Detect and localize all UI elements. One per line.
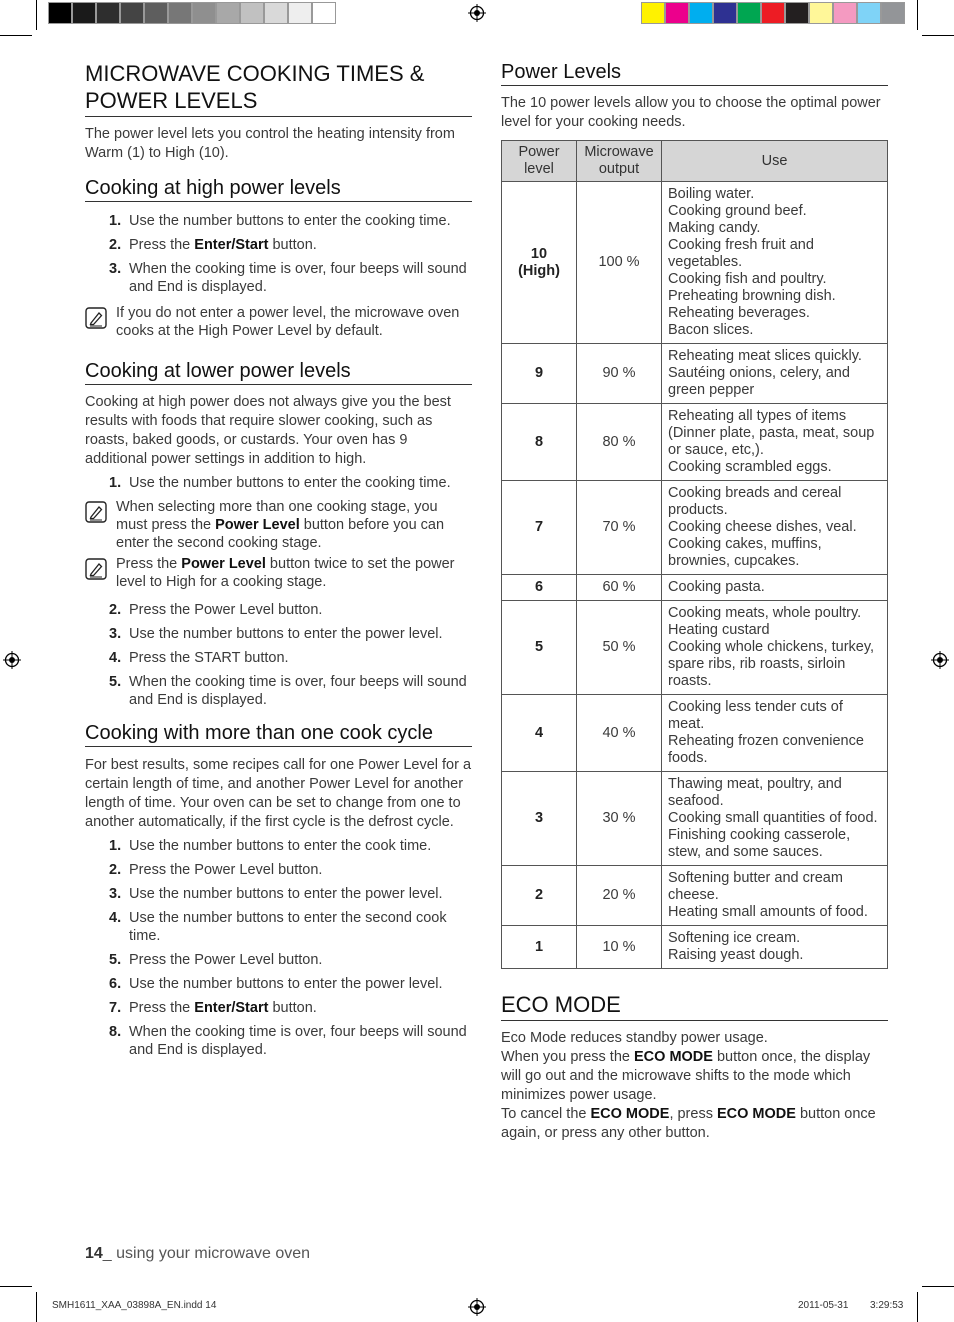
- lower-power-step-1: [85, 474, 472, 492]
- color-swatch: [288, 2, 312, 24]
- registration-mark-icon: [3, 651, 21, 669]
- note-icon: [85, 558, 107, 580]
- power-level-cell: 7: [502, 481, 577, 575]
- output-cell: 50 %: [577, 601, 662, 695]
- power-level-cell: 4: [502, 695, 577, 772]
- multi-cycle-steps: [85, 837, 472, 1059]
- table-row: [502, 481, 888, 575]
- color-swatch: [96, 2, 120, 24]
- list-item: 5. Press the Power Level button.: [109, 952, 323, 968]
- registration-mark-icon: [931, 651, 949, 669]
- crop-mark: [0, 35, 32, 36]
- note-icon: [85, 307, 107, 329]
- color-swatch: [785, 2, 809, 24]
- use-cell: Boiling water. Cooking ground beef. Making candy. Cooking fresh fruit and vegetables. Cooking fish and poultry. Preheating browning dish. Reheating beverages. Bacon slices.: [662, 182, 888, 344]
- lower-power-steps: [85, 601, 472, 709]
- table-row: [502, 601, 888, 695]
- lower-power-heading: Cooking at lower power levels: [85, 359, 472, 385]
- power-level-cell: 2: [502, 866, 577, 926]
- color-swatch: [144, 2, 168, 24]
- slug-time: 3:29:53: [870, 1300, 904, 1311]
- slug-file: SMH1611_XAA_03898A_EN.indd 14: [52, 1300, 217, 1311]
- table-row: [502, 772, 888, 866]
- color-swatch: [641, 2, 665, 24]
- intro-text: The power level lets you control the heating intensity from Warm (1) to High (10).: [85, 126, 455, 161]
- output-cell: 100 %: [577, 182, 662, 344]
- list-item: 4. Use the number buttons to enter the second cook time.: [109, 910, 447, 944]
- note-power-twice: Press the Power Level button twice to set the power level to High for a cooking stage.: [85, 555, 472, 591]
- use-cell: Reheating all types of items (Dinner plate, pasta, meat, soup or sauce, etc,). Cooking scrambled eggs.: [662, 404, 888, 481]
- color-swatch: [761, 2, 785, 24]
- right-column: [501, 60, 888, 1143]
- multi-cycle-heading: Cooking with more than one cook cycle: [85, 721, 472, 747]
- power-level-cell: 10 (High): [502, 182, 577, 344]
- power-level-cell: 5: [502, 601, 577, 695]
- crop-mark: [917, 1292, 918, 1322]
- use-cell: Reheating meat slices quickly. Sautéing onions, celery, and green pepper: [662, 344, 888, 404]
- list-item: 7. Press the Enter/Start button.: [109, 1000, 317, 1016]
- list-item: 3. Use the number buttons to enter the power level.: [109, 886, 443, 902]
- crop-mark: [917, 0, 918, 30]
- crop-mark: [0, 1286, 32, 1287]
- list-item: 2. Press the Power Level button.: [109, 862, 323, 878]
- page-number: 14: [85, 1245, 103, 1262]
- color-swatch: [192, 2, 216, 24]
- color-swatch: [809, 2, 833, 24]
- note-icon: [85, 501, 107, 523]
- page-title: MICROWAVE COOKING TIMES & POWER LEVELS: [85, 60, 472, 117]
- eco-mode-line-3: To cancel the ECO MODE, press ECO MODE button once again, or press any other button.: [501, 1106, 876, 1141]
- registration-mark-icon: [468, 1298, 486, 1316]
- list-item: 1. Use the number buttons to enter the cooking time.: [109, 475, 451, 491]
- color-swatch: [737, 2, 761, 24]
- color-swatch: [72, 2, 96, 24]
- use-cell: Softening ice cream. Raising yeast dough.: [662, 926, 888, 969]
- high-power-heading: Cooking at high power levels: [85, 176, 472, 202]
- output-cell: 80 %: [577, 404, 662, 481]
- list-item: 5. When the cooking time is over, four beeps will sound and End is displayed.: [109, 674, 467, 708]
- crop-mark: [922, 1286, 954, 1287]
- eco-mode-line-2: When you press the ECO MODE button once, the display will go out and the microwave shifts to the mode which minimizes power usage.: [501, 1049, 871, 1103]
- power-level-cell: 6: [502, 575, 577, 601]
- color-swatch: [881, 2, 905, 24]
- color-swatch: [120, 2, 144, 24]
- power-levels-heading: Power Levels: [501, 60, 888, 86]
- note-default-power: [85, 304, 472, 340]
- use-cell: Thawing meat, poultry, and seafood. Cooking small quantities of food. Finishing cooking casserole, stew, and some sauces.: [662, 772, 888, 866]
- list-item: 2. Press the Power Level button.: [109, 602, 323, 618]
- crop-mark: [36, 0, 37, 30]
- use-cell: Cooking breads and cereal products. Cooking cheese dishes, veal. Cooking cakes, muffins, brownies, cupcakes.: [662, 481, 888, 575]
- color-swatch: [833, 2, 857, 24]
- page-footer: [85, 1245, 310, 1263]
- table-row: [502, 344, 888, 404]
- power-levels-table: [501, 140, 888, 969]
- color-swatch: [857, 2, 881, 24]
- output-cell: 40 %: [577, 695, 662, 772]
- grayscale-color-bar: [48, 2, 336, 24]
- output-cell: 70 %: [577, 481, 662, 575]
- color-swatch: [240, 2, 264, 24]
- list-item: 8. When the cooking time is over, four beeps will sound and End is displayed.: [109, 1024, 467, 1058]
- list-item: 3. When the cooking time is over, four beeps will sound and End is displayed.: [109, 261, 467, 295]
- list-item: 1. Use the number buttons to enter the cooking time.: [109, 213, 451, 229]
- color-swatch: [689, 2, 713, 24]
- column-header-level: Power level: [502, 141, 577, 182]
- use-cell: Softening butter and cream cheese. Heating small amounts of food.: [662, 866, 888, 926]
- crop-mark: [922, 35, 954, 36]
- table-row: [502, 404, 888, 481]
- eco-mode-line-1: Eco Mode reduces standby power usage.: [501, 1030, 768, 1046]
- note-multi-stage: When selecting more than one cooking stage, you must press the Power Level button before you can enter the second cooking stage.: [85, 498, 472, 552]
- column-header-output: Microwave output: [577, 141, 662, 182]
- output-cell: 10 %: [577, 926, 662, 969]
- registration-mark-icon: [468, 4, 486, 22]
- crop-mark: [36, 1292, 37, 1322]
- eco-mode-heading: ECO MODE: [501, 991, 888, 1021]
- list-item: 4. Press the START button.: [109, 650, 289, 666]
- use-cell: Cooking meats, whole poultry. Heating custard Cooking whole chickens, turkey, spare ribs, rib roasts, sirloin roasts.: [662, 601, 888, 695]
- left-column: [85, 60, 472, 1065]
- power-level-cell: 9: [502, 344, 577, 404]
- list-item: 3. Use the number buttons to enter the power level.: [109, 626, 443, 642]
- multi-cycle-intro: For best results, some recipes call for one Power Level for a certain length of time, and another Power Level for another length of time. Your oven can be set to change from one to another automatically, if the first cycle is the defrost cycle.: [85, 757, 472, 830]
- table-row: [502, 182, 888, 344]
- list-item: 1. Use the number buttons to enter the cook time.: [109, 838, 432, 854]
- use-cell: Cooking pasta.: [662, 575, 888, 601]
- output-cell: 20 %: [577, 866, 662, 926]
- color-swatch: [312, 2, 336, 24]
- page-footer-text: _ using your microwave oven: [102, 1245, 311, 1262]
- power-level-cell: 1: [502, 926, 577, 969]
- lower-power-intro: Cooking at high power does not always give you the best results with foods that require slower cooking, such as roasts, baked goods, or custards. Your oven has 9 additional power settings in addition to high.: [85, 394, 451, 467]
- output-cell: 90 %: [577, 344, 662, 404]
- color-swatch: [713, 2, 737, 24]
- color-swatch: [665, 2, 689, 24]
- table-header-row: [502, 141, 888, 182]
- table-row: [502, 695, 888, 772]
- process-color-bar: [641, 2, 905, 24]
- table-row: [502, 575, 888, 601]
- color-swatch: [168, 2, 192, 24]
- color-swatch: [48, 2, 72, 24]
- power-level-cell: 3: [502, 772, 577, 866]
- note-text: If you do not enter a power level, the microwave oven cooks at the High Power Level by default.: [116, 305, 460, 339]
- power-level-cell: 8: [502, 404, 577, 481]
- high-power-steps: [85, 212, 472, 296]
- slug-date: 2011-05-31: [798, 1300, 849, 1311]
- color-swatch: [216, 2, 240, 24]
- table-row: [502, 926, 888, 969]
- use-cell: Cooking less tender cuts of meat. Reheating frozen convenience foods.: [662, 695, 888, 772]
- output-cell: 30 %: [577, 772, 662, 866]
- color-swatch: [264, 2, 288, 24]
- list-item: 6. Use the number buttons to enter the power level.: [109, 976, 443, 992]
- column-header-use: Use: [662, 141, 888, 182]
- list-item: 2. Press the Enter/Start button.: [109, 237, 317, 253]
- power-levels-intro: The 10 power levels allow you to choose the optimal power level for your cooking needs.: [501, 95, 881, 130]
- table-row: [502, 866, 888, 926]
- output-cell: 60 %: [577, 575, 662, 601]
